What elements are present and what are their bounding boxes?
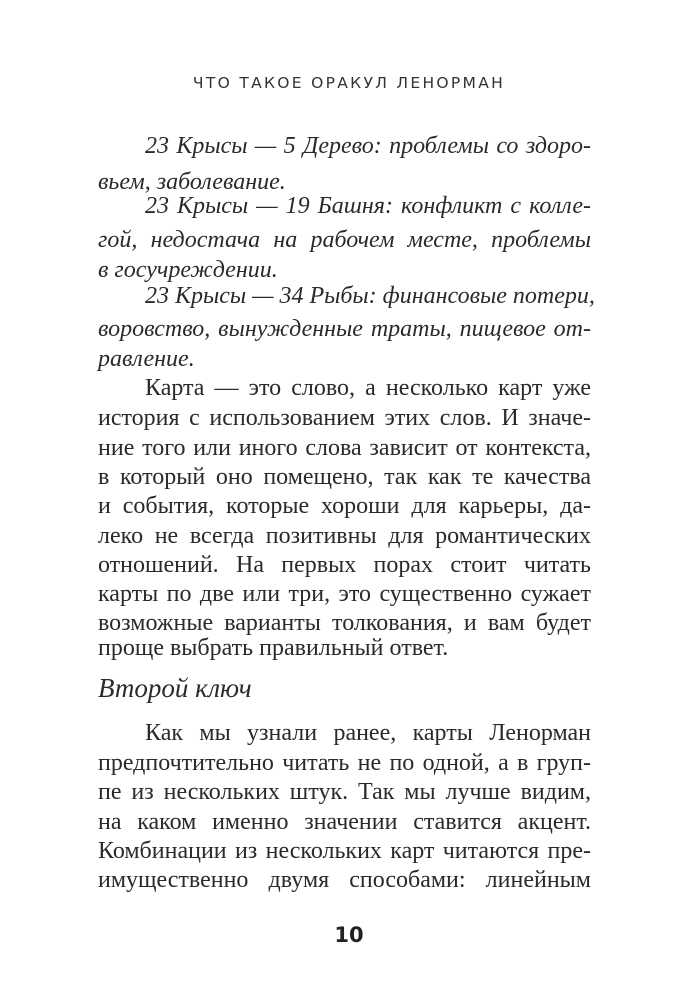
combination-1-line-1: 23 Крысы — 5 Дерево: проблемы со здоро- <box>145 133 591 159</box>
paragraph-1-line-9: возможные варианты толкования, и вам будет <box>98 610 591 636</box>
paragraph-2-line-1: Как мы узнали ранее, карты Ленорман <box>145 720 591 746</box>
paragraph-2-line-4: на каком именно значении ставится акцент. <box>98 809 591 835</box>
paragraph-1-line-1: Карта — это слово, а несколько карт уже <box>145 375 591 401</box>
paragraph-2-line-6: имущественно двумя способами: линейным <box>98 867 591 893</box>
combination-1-line-2: вьем, заболевание. <box>98 169 286 195</box>
combination-2-line-2: гой, недостача на рабочем месте, проблемы <box>98 227 591 253</box>
paragraph-1-line-3: ние того или иного слова зависит от контекста, <box>98 435 591 461</box>
combination-3-line-3: равление. <box>98 346 195 372</box>
paragraph-1-line-10: проще выбрать правильный ответ. <box>98 635 449 661</box>
paragraph-1-line-6: леко не всегда позитивны для романтических <box>98 523 591 549</box>
paragraph-1-line-7: отношений. На первых порах стоит читать <box>98 552 591 578</box>
paragraph-2-line-2: предпочтительно читать не по одной, а в груп- <box>98 750 591 776</box>
running-head: ЧТО ТАКОЕ ОРАКУЛ ЛЕНОРМАН <box>192 74 506 92</box>
section-subheading: Второй ключ <box>98 673 252 703</box>
combination-2-line-3: в госучреждении. <box>98 257 278 283</box>
page-number: 10 <box>334 923 364 947</box>
combination-3-line-1: 23 Крысы — 34 Рыбы: финансовые потери, <box>145 283 595 309</box>
combination-2-line-1: 23 Крысы — 19 Башня: конфликт с колле- <box>145 193 591 219</box>
combination-3-line-2: воровство, вынужденные траты, пищевое от- <box>98 316 591 342</box>
paragraph-1-line-5: и события, которые хороши для карьеры, да- <box>98 493 591 519</box>
paragraph-1-line-2: история с использованием этих слов. И значе- <box>98 405 591 431</box>
paragraph-2-line-5: Комбинации из нескольких карт читаются пре- <box>98 838 591 864</box>
paragraph-1-line-4: в который оно помещено, так как те качества <box>98 464 591 490</box>
paragraph-1-line-8: карты по две или три, это существенно сужает <box>98 581 591 607</box>
paragraph-2-line-3: пе из нескольких штук. Так мы лучше видим, <box>98 779 591 805</box>
